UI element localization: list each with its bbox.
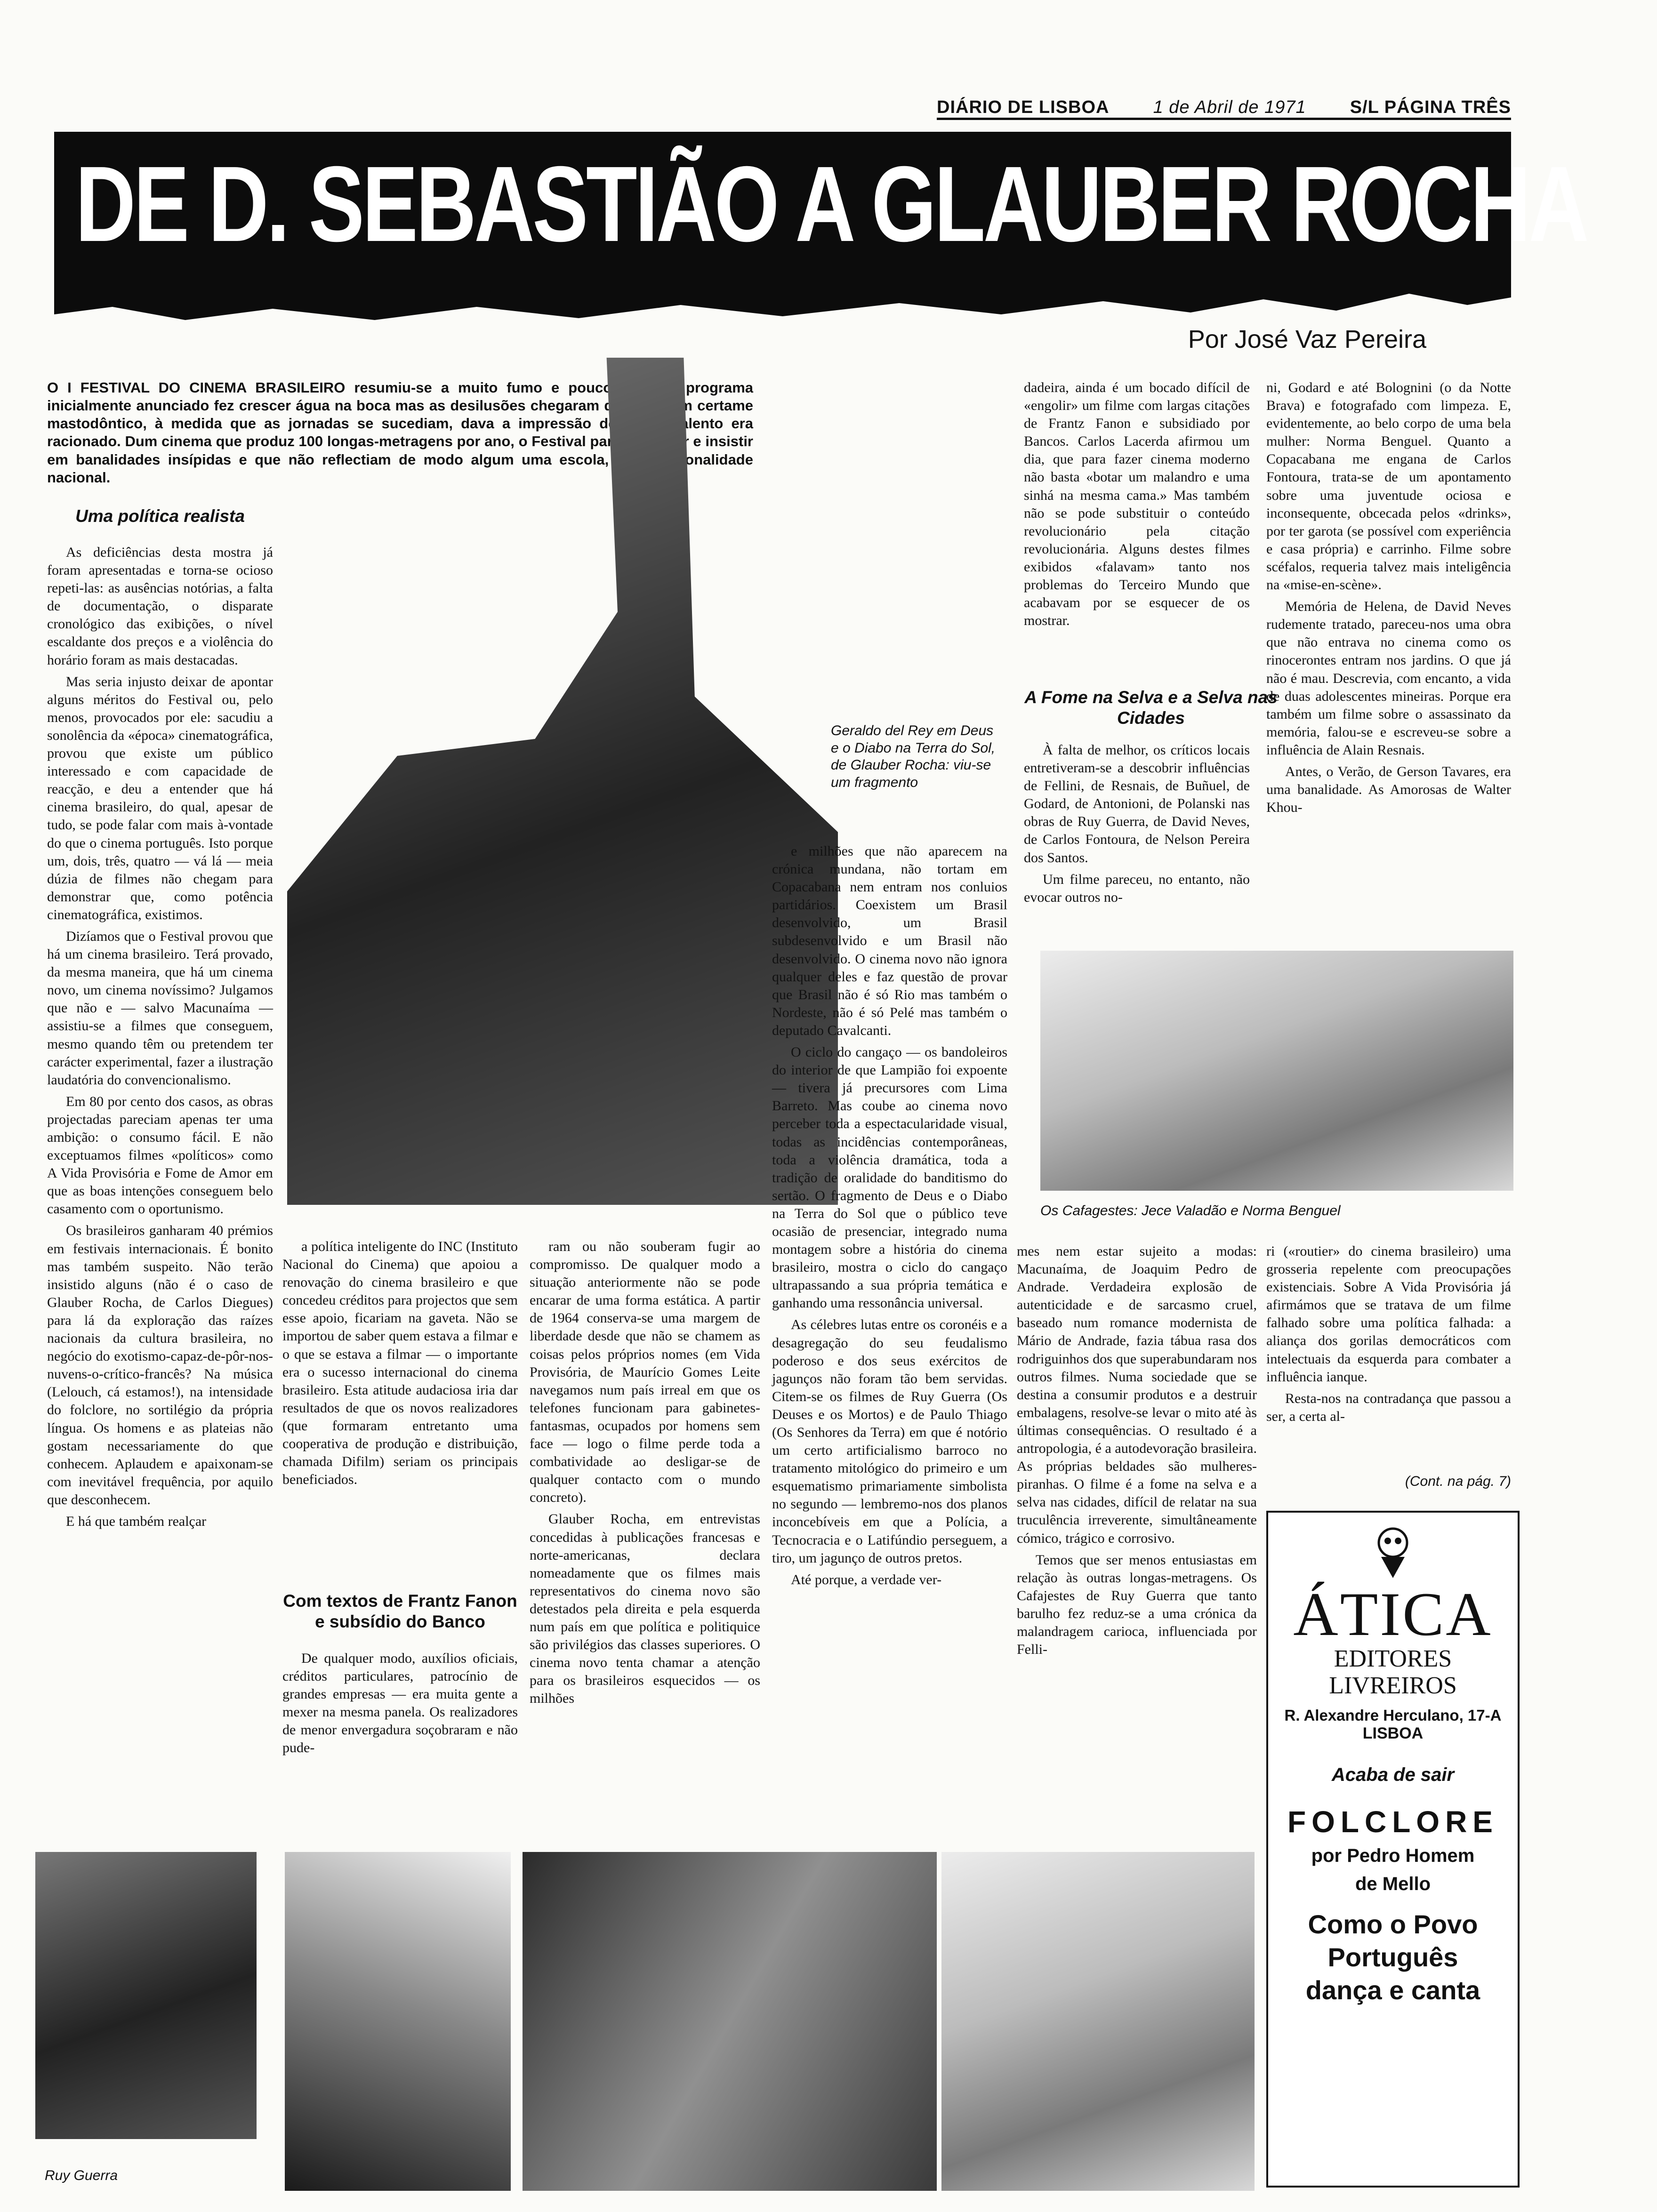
paragraph: Mas seria injusto deixar de apontar alguns méritos do Festival ou, pelo menos, provocados por ele: sacudiu a sonolência da «época» cinematográfica, provou que existe um público interessado e com capacidade de reacção, e deu a entender que há cinema brasileiro, do qual, apesar de tudo, se pode falar com mais à-vontade do que o cinema português. Isto porque um, dois, três, quatro — vá lá — meia dúzia de filmes não chegam para demonstrar que, como potência cinematográfica, existimos. [47,673,273,922]
paragraph: O ciclo do cangaço — os bandoleiros do interior de que Lampião foi expoente — tivera já precursores com Lima Barreto. Mas coube ao cinema novo perceber toda a espectacularidade visual, todas as incidências contemporâneas, toda a violência dramática, toda a tradição de oralidade do banditismo do sertão. O fragmento de Deus e o Diabo na Terra do Sol que o público teve ocasião de presenciar, integrado numa montagem sobre a história do cinema brasileiro, mostra o ciclo do cangaço ultrapassando a sua própria temática e ganhando uma ressonância universal. [772,1044,1007,1311]
paragraph: De qualquer modo, auxílios oficiais, créditos particulares, patrocínio de grandes empresas — era muita gente a mexer na mesma panela. Os realizadores de menor envergadura soçobraram e não pude- [282,1651,518,1756]
column-7-bottom [1266,1242,1511,1424]
paragraph: Glauber Rocha, em entrevistas concedidas à publicações francesas e norte-americanas, declara nomeadamente que os filmes mais representativos do cinema novo são detestados pela direita e pela esquerda num país em que política e politiquice são privilégios das classes superiores. O cinema novo tenta chamar a atenção para os brasileiros esquecidos — os milhões [530,1511,760,1707]
bottom-photo-4 [941,1852,1255,2191]
paragraph: ni, Godard e até Bolognini (o da Notte Brava) e fotografado com limpeza. E, evidentemente, ao belo corpo de uma bela mulher: Norma Benguel. Quanto a Copacabana me engana de Carlos Fontoura, trata-se de um apontamento sobre uma juventude ociosa e inconsequente, obcecada pelos «drinks», por ter garota (se possível com experiência e casa própria) e carrinho. Filme sobre scéfalos, requeria talvez mais inteligência na «mise-en-scène». [1266,380,1511,593]
bottom-photo-3 [523,1852,937,2191]
paragraph: Dizíamos que o Festival provou que há um cinema brasileiro. Terá provado, da mesma maneira, que há um cinema novo, um cinema novíssimo? Julgamos que não e — salvo Macunaíma — assistiu-se a filmes que conseguem, mesmo quando têm ou pretendem ter carácter experimental, fazer a ilustração laudatória do convencionalismo. [47,928,273,1088]
ad-tagline: Acaba de sair [1331,1764,1455,1786]
continuation-note: (Cont. na pág. 7) [1405,1474,1511,1489]
paragraph: Em 80 por cento dos casos, as obras projectadas pareciam apenas ter uma ambição: o consumo fácil. E não exceptuamos filmes «políticos» como A Vida Provisória e Fome de Amor em que as boas intenções conseguem belo casamento com o oportunismo. [47,1093,273,1217]
paragraph: E há que também realçar [66,1513,207,1529]
column-2-bottom [282,1650,518,1824]
book-subtitle-line-1: Como o Povo [1308,1909,1478,1940]
publisher-subtitle: EDITORES LIVREIROS [1329,1645,1457,1699]
paper-name: DIÁRIO DE LISBOA [937,97,1110,117]
section-heading-3: A Fome na Selva e a Selva nas Cidades [1024,688,1278,728]
paragraph: À falta de melhor, os críticos locais entretiveram-se a descobrir influências de Fellini, de Resnais, de Buñuel, de Godard, de Antonioni, de Polanski nas obras de Ruy Guerra, de David Neves, de Carlos Fontoura, de Nelson Pereira dos Santos. [1024,742,1250,866]
paragraph: dadeira, ainda é um bocado difícil de «engolir» um filme com largas citações de Frantz Fanon e subsidiado por Bancos. Carlos Lacerda afirmou um dia, que para fazer cinema moderno não basta «botar um malandro e uma sinhá na mesma cama.» Mas também não se pode substituir o conteúdo revolucionário pela citação revolucionária. Alguns destes filmes exibidos «falavam» tanto nos problemas do Terceiro Mundo que acabavam por se esquecer de os mostrar. [1024,380,1250,629]
masthead [937,89,1511,120]
column-5-mid [1024,741,1250,934]
column-4 [772,842,1007,1824]
ruy-guerra-caption: Ruy Guerra [45,2168,118,2183]
publisher-city: LISBOA [1362,1724,1424,1743]
paragraph: a política inteligente do INC (Instituto Nacional do Cinema) que apoiou a renovação do cinema brasileiro e que concedeu créditos para projectos que sem esse apoio, ficariam na gaveta. Não se importou de saber quem estava a filmar e o que se estava a filmar — o importante era o sucesso internacional do cinema brasileiro. Esta atitude audaciosa iria dar resultados de que os novos realizadores (que formaram entretanto uma cooperativa de produção e distribuição, chamada Difilm) seriam os principais beneficiados. [282,1239,518,1488]
cafajestes-caption: Os Cafagestes: Jece Valadão e Norma Benguel [1040,1203,1341,1218]
section-heading-2: Com textos de Frantz Fanon e subsídio do Banco [283,1591,517,1632]
bottom-photo-1 [35,1852,257,2139]
atica-advertisement [1266,1511,1520,2188]
book-author-line-1: por Pedro Homem [1311,1845,1475,1867]
paragraph: Memória de Helena, de David Neves rudemente tratado, pareceu-nos uma obra que não entrava no cinema como os rinocerontes entram nos jardins. O que já não é mau. Descrevia, com encanto, a vida de duas adolescentes mineiras. Porque era também um filme sobre o assassinato da memória, falou-se e escreveu-se sobre a influência de Alain Resnais. [1266,599,1511,758]
paragraph: Um filme pareceu, no entanto, não evocar outros no- [1024,871,1250,905]
paragraph: mes nem estar sujeito a modas: Macunaíma, de Joaquim Pedro de Andrade. Verdadeira explosão de autenticidade e de sarcasmo cruel, baseado num romance modernista de Mário de Andrade, fazia tábua rasa dos rodriguinhos dos que superabundaram nos outros filmes. Numa sociedade que se destina a consumir produtos e a destruir embalagens, resolve-se levar o mito até às últimas consequências. O resultado é a antropologia, é a autodevoração brasileira. As próprias beldades são mulheres-piranhas. O filme é a fome na selva e a selva nas cidades, difícil de relatar na sua truculência irreverente, simultâneamente cómico, trágico e corrosivo. [1017,1243,1257,1546]
section-heading-1: Uma política realista [75,506,245,526]
book-title: FOLCLORE [1287,1805,1498,1839]
column-2-top [282,1238,518,1581]
paragraph: Até porque, a verdade ver- [791,1571,942,1587]
lead-paragraph: O I FESTIVAL DO CINEMA BRASILEIRO resumiu-se a muito fumo e pouco fogo. O programa inicialmente anunciado fez crescer água na boca mas as desilusões chegaram depois. Num certame mastodôntico, à medida que as jornadas se sucediam, dava a impressão de que o talento era racionado. Dum cinema que produz 100 longas-metragens por ano, o Festival parecia teimar e insistir em banalidades insípidas e que não reflectiam de modo algum uma escola, uma personalidade nacional. [47,379,753,486]
page-label: S/L PÁGINA TRÊS [1350,97,1511,117]
paragraph: Antes, o Verão, de Gerson Tavares, era uma banalidade. As Amorosas de Walter Khou- [1266,763,1511,816]
book-author-line-2: de Mello [1355,1874,1431,1895]
paragraph: e milhões que não aparecem na crónica mundana, não tortam em Copacabana nem entram nos conluios partidários. Coexistem um Brasil desenvolvido, um Brasil subdesenvolvido e um Brasil não desenvolvido. O cinema novo não ignora qualquer deles e faz questão de provar que Brasil não é só Rio mas também o Nordeste, não é só Pelé mas também o deputado Cavalcanti. [772,843,1007,1038]
column-3 [530,1238,760,1824]
paragraph: ram ou não souberam fugir ao compromisso. De qualquer modo a situação anteriormente não se pode encarar de uma forma estática. A partir de 1964 conserva-se uma margem de liberdade desde que não se chamem as coisas pelos próprios nomes (em Vida Provisória, de Maurício Gomes Leite navegamos num país irreal em que os telefones funcionam para gabinetes-fantasmas, ocupados por homens sem face — logo o filme perde toda a combatividade ao desligar-se de qualquer contacto com o mundo concreto). [530,1239,760,1506]
paragraph: Temos que ser menos entusiastas em relação às outras longas-metragens. Os Cafajestes de Ruy Guerra que tanto barulho fez reduz-se a uma crónica da malandragem carioca, influenciada por Felli- [1017,1552,1257,1658]
cafajestes-photo [1040,951,1513,1191]
column-1 [47,544,273,1824]
publisher-address: R. Alexandre Herculano, 17-A [1284,1707,1502,1724]
paragraph: As célebres lutas entre os coronéis e a desagregação do seu feudalismo poderoso e dos seus exércitos de jagunços não foram tão bem servidas. Citem-se os filmes de Ruy Guerra (Os Deuses e os Mortos) e de Paulo Thiago (Os Senhores da Terra) em que é notório um certo artificialismo barroco no tratamento mitológico do primeiro e um esquematismo primariamente simbolista no segundo — lembremo-nos dos planos inconcebíveis em que a Polícia, a Tecnocracia e o Latifúndio perseguem, a tiro, um jagunço de outros pretos. [772,1317,1007,1566]
publisher-name: ÁTICA [1293,1579,1493,1649]
column-7-top [1266,379,1511,934]
owl-logo-icon [1367,1524,1419,1580]
book-subtitle-line-3: dança e canta [1305,1975,1480,2005]
paragraph: As deficiências desta mostra já foram apresentadas e torna-se ocioso repeti-las: as ausências notórias, a falta de documentação, o disparate cronológico das exibições, o nível escaldante dos preços e a violência do horário foram as mais destacadas. [47,545,273,668]
byline: Por José Vaz Pereira [1188,325,1426,353]
bottom-photo-2 [285,1852,511,2191]
paragraph: Os brasileiros ganharam 40 prémios em festivais internacionais. É bonito mas também suspeito. Não terão insistido alguns (não é o caso de Glauber Rocha, de Carlos Diegues) para lá da exploração das raízes nacionais da cultura brasileira, no negócio do exotismo-capaz-de-pôr-nos-nuvens-o-crítico-francês? Na música (Lelouch, cá estamos!), na intensidade do folclore, no sortilégio da própria língua. Os homens e as plateias não gostam necessariamente do que conhecem. Aplaudem e apaixonam-se com inevitável frequência, por aquilo que desconhecem. [47,1223,273,1507]
book-subtitle-line-2: Português [1327,1942,1458,1972]
column-5-top [1024,379,1250,671]
main-photo-caption: Geraldo del Rey em Deus e o Diabo na Terra do Sol, de Glauber Rocha: viu-se um fragmento [831,723,996,790]
paragraph: Resta-nos na contradança que passou a ser, a certa al- [1266,1390,1511,1424]
issue-date: 1 de Abril de 1971 [1153,97,1306,117]
paragraph: ri («routier» do cinema brasileiro) uma grosseria repelente com preocupações existenciais. Sobre A Vida Provisória já afirmámos que se tratava de um filme falhado sobre uma política falhada: a aliança dos gorilas democráticos com intelectuais da esquerda para combater a influência ianque. [1266,1243,1511,1385]
headline: DE D. SEBASTIÃO A GLAUBER ROCHA [75,144,1587,264]
column-6 [1017,1242,1257,1824]
